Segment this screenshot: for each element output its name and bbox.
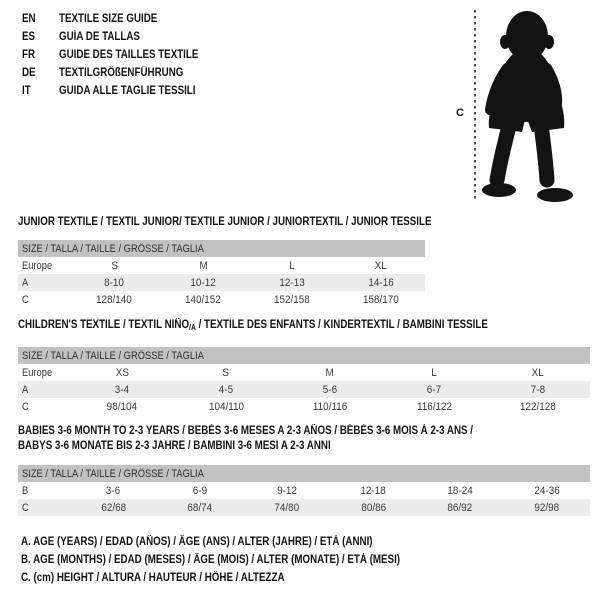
table-row-a [18, 381, 590, 398]
table-cell: XL [374, 259, 387, 272]
table-cell: S [111, 259, 118, 272]
table-cell: XL [531, 366, 545, 379]
table-cell: 8-10 [104, 276, 125, 289]
table-cell: 92/98 [534, 501, 560, 514]
size-header-bar: SIZE / TALLA / TAILLE / GRÖSSE / TAGLIA [18, 465, 590, 482]
row-label: A [22, 276, 29, 289]
table-row-c [18, 398, 590, 415]
table-cell: 3-6 [106, 484, 121, 497]
table-cell: 14-16 [367, 276, 394, 289]
language-list [22, 10, 223, 100]
legend-item-a: A. AGE (YEARS) / EDAD (AÑOS) / ÂGE (ANS) / ALTER (JAHRE) / ETÀ (ANNI) [21, 536, 373, 548]
baby-height-figure [450, 4, 598, 207]
table-cell: 7-8 [530, 383, 546, 396]
measurement-legend [21, 533, 467, 587]
table-cell: 9-12 [276, 484, 297, 497]
baby-silhouette-icon [450, 4, 598, 207]
table-cell: M [325, 366, 335, 379]
table-cell: S [222, 366, 230, 379]
table-cell: 110/116 [312, 400, 348, 413]
table-cell: 80/86 [360, 501, 386, 514]
language-title: GUIDA ALLE TAGLIE TESSILI [59, 85, 196, 97]
table-cell: 12-18 [360, 484, 387, 497]
language-code: IT [22, 85, 31, 97]
junior-textile-section [18, 215, 432, 308]
table-cell: 4-5 [218, 383, 234, 396]
table-cell: 104/110 [208, 400, 244, 413]
language-code: ES [22, 31, 36, 43]
language-code: FR [22, 49, 36, 61]
table-row-b [18, 482, 590, 499]
table-cell: M [198, 259, 208, 272]
size-header-bar: SIZE / TALLA / TAILLE / GRÖSSE / TAGLIA [18, 240, 425, 257]
legend-item-c: C. (cm) HEIGHT / ALTURA / HAUTEUR / HÖHE / ALTEZZA [21, 572, 285, 584]
table-cell: 12-13 [279, 276, 305, 289]
table-title: CHILDREN'S TEXTILE / TEXTIL $NIÑO_{/A}$ / TEXTILE DES ENFANTS / KINDERTEXTIL / BAMBINI TESSILE [18, 319, 488, 332]
table-cell: 158/170 [362, 293, 399, 306]
language-title: GUIDE DES TAILLES TEXTILE [59, 49, 199, 61]
table-cell: 6-9 [192, 484, 208, 497]
title-subscript: /A [189, 323, 196, 332]
legend-item-b: B. AGE (MONTHS) / EDAD (MESES) / ÂGE (MOIS) / ALTER (MONATE) / ETÀ (MESI) [21, 554, 401, 566]
language-row-de [22, 64, 223, 82]
row-label: C [22, 501, 29, 514]
table-cell: 5-6 [322, 383, 338, 396]
table-cell: 3-4 [114, 383, 130, 396]
table-row-c [18, 499, 590, 516]
table-cell: 98/104 [106, 400, 138, 413]
babies-textile-section [18, 424, 590, 516]
row-label: Europe [22, 259, 53, 272]
row-label: A [22, 383, 29, 396]
table-cell: 18-24 [447, 484, 473, 497]
table-cell: 128/140 [96, 293, 133, 306]
row-label: B [22, 484, 29, 497]
language-title: GUÍA DE TALLAS [59, 31, 140, 43]
table-cell: 74/80 [274, 501, 300, 514]
language-code: EN [22, 13, 36, 25]
language-title: TEXTILE SIZE GUIDE [59, 13, 158, 25]
table-cell: L [431, 366, 437, 379]
language-row-fr [22, 46, 223, 64]
height-measure-label: C [456, 107, 464, 119]
table-cell: 24-36 [534, 484, 560, 497]
table-cell: 116/122 [416, 400, 452, 413]
table-cell: 140/152 [185, 293, 222, 306]
table-title: JUNIOR TEXTILE / TEXTIL JUNIOR/ TEXTILE JUNIOR / JUNIORTEXTIL / JUNIOR TESSILE [18, 216, 432, 228]
table-row-europe [18, 257, 425, 274]
language-row-it [22, 82, 223, 100]
language-title: TEXTILGRÖßENFÜHRUNG [59, 67, 184, 79]
row-label: Europe [22, 366, 53, 379]
table-cell: 68/74 [187, 501, 213, 514]
language-code: DE [22, 67, 36, 79]
table-cell: L [289, 259, 295, 272]
table-title: BABIES 3-6 MONTH TO 2-3 YEARS / BEBÉS 3-6 MESES A 2-3 AÑOS / BÉBÉS 3-6 MOIS À 2-3 ANS / BABYS 3-6 MONATE BIS 2-3 JAHRE / BAMBINI 3-6 MESI A 2-3 ANNI [18, 425, 474, 452]
table-cell: XS [115, 366, 129, 379]
table-cell: 10-12 [190, 276, 216, 289]
table-cell: 152/158 [273, 293, 310, 306]
table-cell: 62/68 [100, 501, 126, 514]
table-row-europe [18, 364, 590, 381]
table-cell: 6-7 [426, 383, 442, 396]
language-row-en [22, 10, 223, 28]
table-cell: 86/92 [447, 501, 473, 514]
table-row-a [18, 274, 425, 291]
row-label: C [22, 400, 29, 413]
table-cell: 122/128 [520, 400, 556, 413]
table-row-c [18, 291, 425, 308]
row-label: C [22, 293, 29, 306]
childrens-textile-section [18, 318, 590, 415]
size-header-bar: SIZE / TALLA / TAILLE / GRÖSSE / TAGLIA [18, 347, 590, 364]
language-row-es [22, 28, 223, 46]
